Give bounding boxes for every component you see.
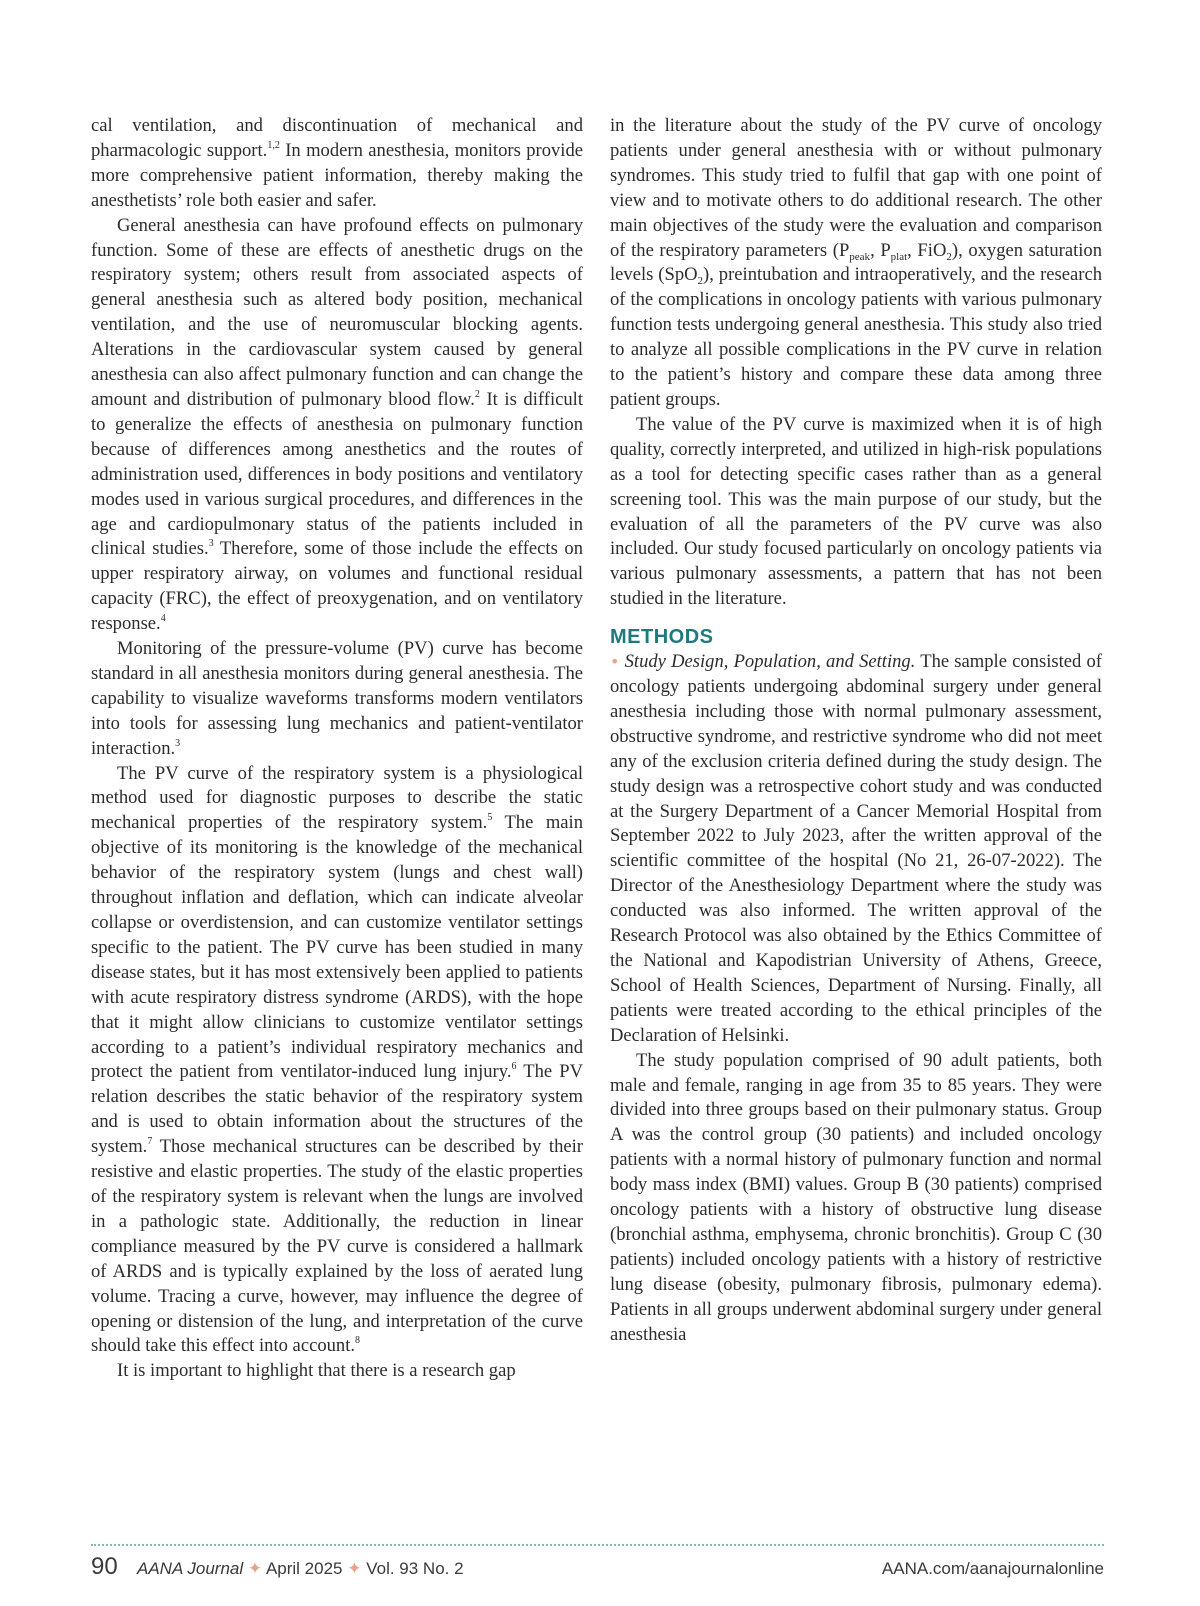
paragraph <box>610 114 1102 413</box>
issue-date: April 2025 <box>265 1559 343 1578</box>
body-text: It is important to highlight that there is a research gap <box>117 1360 516 1382</box>
body-text: , FiO <box>907 239 947 261</box>
body-text: , P <box>870 239 891 261</box>
body-text: General anesthesia can have profound effects on pulmonary function. Some of these are effects of anesthetic drugs on the respiratory system; others result from associated aspects of general anesthesia such as altered body position, mechanical ventilation, and the use of neuromuscular blocking agents. Alterations in the cardiovascular system caused by general anesthesia can also affect pulmonary function and can change the amount and distribution of pulmonary blood flow. <box>91 214 583 410</box>
reference-superscript: 8 <box>355 1335 361 1347</box>
journal-info <box>137 1559 464 1579</box>
paragraph <box>610 1049 1102 1348</box>
body-text: The PV relation describes the static behavior of the respiratory system and is used to obtain information about the structures of the system. <box>91 1061 584 1158</box>
footer-divider <box>91 1544 1104 1546</box>
page-number: 90 <box>91 1553 118 1580</box>
body-text: Those mechanical structures can be described by their resistive and elastic properties. The study of the elastic properties of the respiratory system is relevant when the lungs are involved in a pathologic state. Additionally, the reduction in linear compliance measured by the PV curve is considered a hallmark of ARDS and is typically explained by the loss of aerated lung volume. Tracing a curve, however, may influence the degree of opening or distension of the lung, and interpretation of the curve should take this effect into account. <box>91 1136 583 1357</box>
paragraph <box>610 413 1102 612</box>
body-text: cal ventilation, and discontinuation of mechanical and pharmacologic support. <box>91 115 583 161</box>
body-text: It is difficult to generalize the effects of anesthesia on pulmonary function because of differences among anesthetics and the routes of administration used, differences in body positions and ventilatory modes used in various surgical procedures, and differences in the age and cardiopulmonary status of the patients included in clinical studies. <box>91 388 583 560</box>
reference-superscript: 3 <box>208 538 214 550</box>
reference-superscript: 2 <box>474 388 480 400</box>
reference-superscript: 7 <box>147 1136 153 1148</box>
reference-superscript: 1,2 <box>267 139 280 151</box>
reference-superscript: 5 <box>487 812 493 824</box>
body-text: In modern anesthesia, monitors provide more comprehensive patient information, thereby making the anesthetists’ role both easier and safer. <box>91 139 584 211</box>
separator-icon: ✦ <box>247 1559 263 1578</box>
body-text: The sample consisted of oncology patients undergoing abdominal surgery under general anesthesia including those with normal pulmonary assessment, obstructive syndrome, and restrictive syndrome who did not meet any of the exclusion criteria defined during the study design. The study design was a retrospective cohort study and was conducted at the Surgery Department of a Cancer Memorial Hospital from September 2022 to July 2023, after the written approval of the scientific committee of the hospital (No 21, 26-07-2022). The Director of the Anesthesiology Department where the study was conducted was also informed. The written approval of the Research Protocol was also obtained by the Ethics Committee of the National and Kapodistrian University of Athens, Greece, School of Health Sciences, Department of Nursing. Finally, all patients were treated according to the ethical principles of the Declaration of Helsinki. <box>610 651 1102 1046</box>
body-text: The main objective of its monitoring is the knowledge of the mechanical behavior of the respiratory system (lungs and chest wall) throughout inflation and deflation, which can indicate alveolar collapse or overdistension, and can customize ventilator settings specific to the patient. The PV curve has been studied in many disease states, but it has most extensively been applied to patients with acute respiratory distress syndrome (ARDS), with the hope that it might allow clinicians to customize ventilator settings according to a patient’s individual respiratory mechanics and protect the patient from ventilator-induced lung injury. <box>91 812 583 1083</box>
reference-superscript: 6 <box>511 1061 517 1073</box>
subscript: 2 <box>697 275 704 288</box>
subscript: 2 <box>946 250 952 263</box>
paragraph <box>610 650 1102 1049</box>
paragraph <box>91 637 583 762</box>
body-text: The value of the PV curve is maximized when it is of high quality, correctly interpreted, and utilized in high-risk populations as a tool for detecting specific cases rather than as a general screening tool. This was the main purpose of our study, but the evaluation of all the parameters of the PV curve was also included. Our study focused particularly on oncology patients via various pulmonary assessments, a pattern that has not been studied in the literature. <box>610 413 1102 610</box>
page-footer <box>91 1553 1104 1583</box>
separator-icon: ✦ <box>347 1559 362 1578</box>
volume-number: Vol. 93 No. 2 <box>366 1559 464 1578</box>
subscript: plat <box>890 250 908 263</box>
body-text: Monitoring of the pressure-volume (PV) curve has become standard in all anesthesia monitors during general anesthesia. The capability to visualize waveforms transforms modern ventilators into tools for assessing lung mechanics and patient-ventilator interaction. <box>91 638 583 759</box>
paragraph <box>91 214 583 637</box>
subsection-heading: Study Design, Population, and Setting. <box>624 651 916 673</box>
reference-superscript: 3 <box>175 737 181 749</box>
body-text: ), oxygen saturation levels (SpO <box>610 239 1103 286</box>
paragraph <box>91 114 583 214</box>
body-text: The study population comprised of 90 adult patients, both male and female, ranging in age from 35 to 85 years. They were divided into three groups based on their pulmonary status. Group A was the control group (30 patients) and included oncology patients with a normal history of pulmonary function and normal body mass index (BMI) values. Group B (30 patients) comprised oncology patients with a history of obstructive lung disease (bronchial asthma, emphysema, chronic bronchitis). Group C (30 patients) included oncology patients with a history of restrictive lung disease (obesity, pulmonary fibrosis, pulmonary edema). Patients in all groups underwent abdominal surgery under general anesthesia <box>610 1049 1102 1345</box>
body-text: ), preintubation and intraoperatively, and the research of the complications in oncology patients with various pulmonary function tests undergoing general anesthesia. This study also tried to analyze all possible complications in the PV curve in relation to the patient’s history and compare these data among three patient groups. <box>610 264 1102 410</box>
journal-name: AANA Journal <box>137 1559 244 1578</box>
right-column <box>610 114 1102 1348</box>
body-text: The PV curve of the respiratory system is a physiological method used for diagnostic purposes to describe the static mechanical properties of the respiratory system. <box>91 762 583 834</box>
reference-superscript: 4 <box>160 613 166 625</box>
left-column <box>91 114 583 1384</box>
paragraph <box>91 762 583 1360</box>
section-heading-methods: METHODS <box>610 626 714 649</box>
subscript: peak <box>849 250 871 263</box>
bullet-icon: • <box>610 652 620 672</box>
journal-website-link[interactable]: AANA.com/aanajournalonline <box>881 1559 1104 1578</box>
paragraph <box>91 1359 583 1384</box>
body-text: Therefore, some of those include the effects on upper respiratory airway, on volumes and functional residual capacity (FRC), the effect of preoxygenation, and on ventilatory response. <box>91 538 583 635</box>
body-text: in the literature about the study of the PV curve of oncology patients under general anesthesia with or without pulmonary syndromes. This study tried to fulfil that gap with one point of view and to motivate others to do additional research. The other main objectives of the study were the evaluation and comparison of the respiratory parameters (P <box>610 115 1102 261</box>
